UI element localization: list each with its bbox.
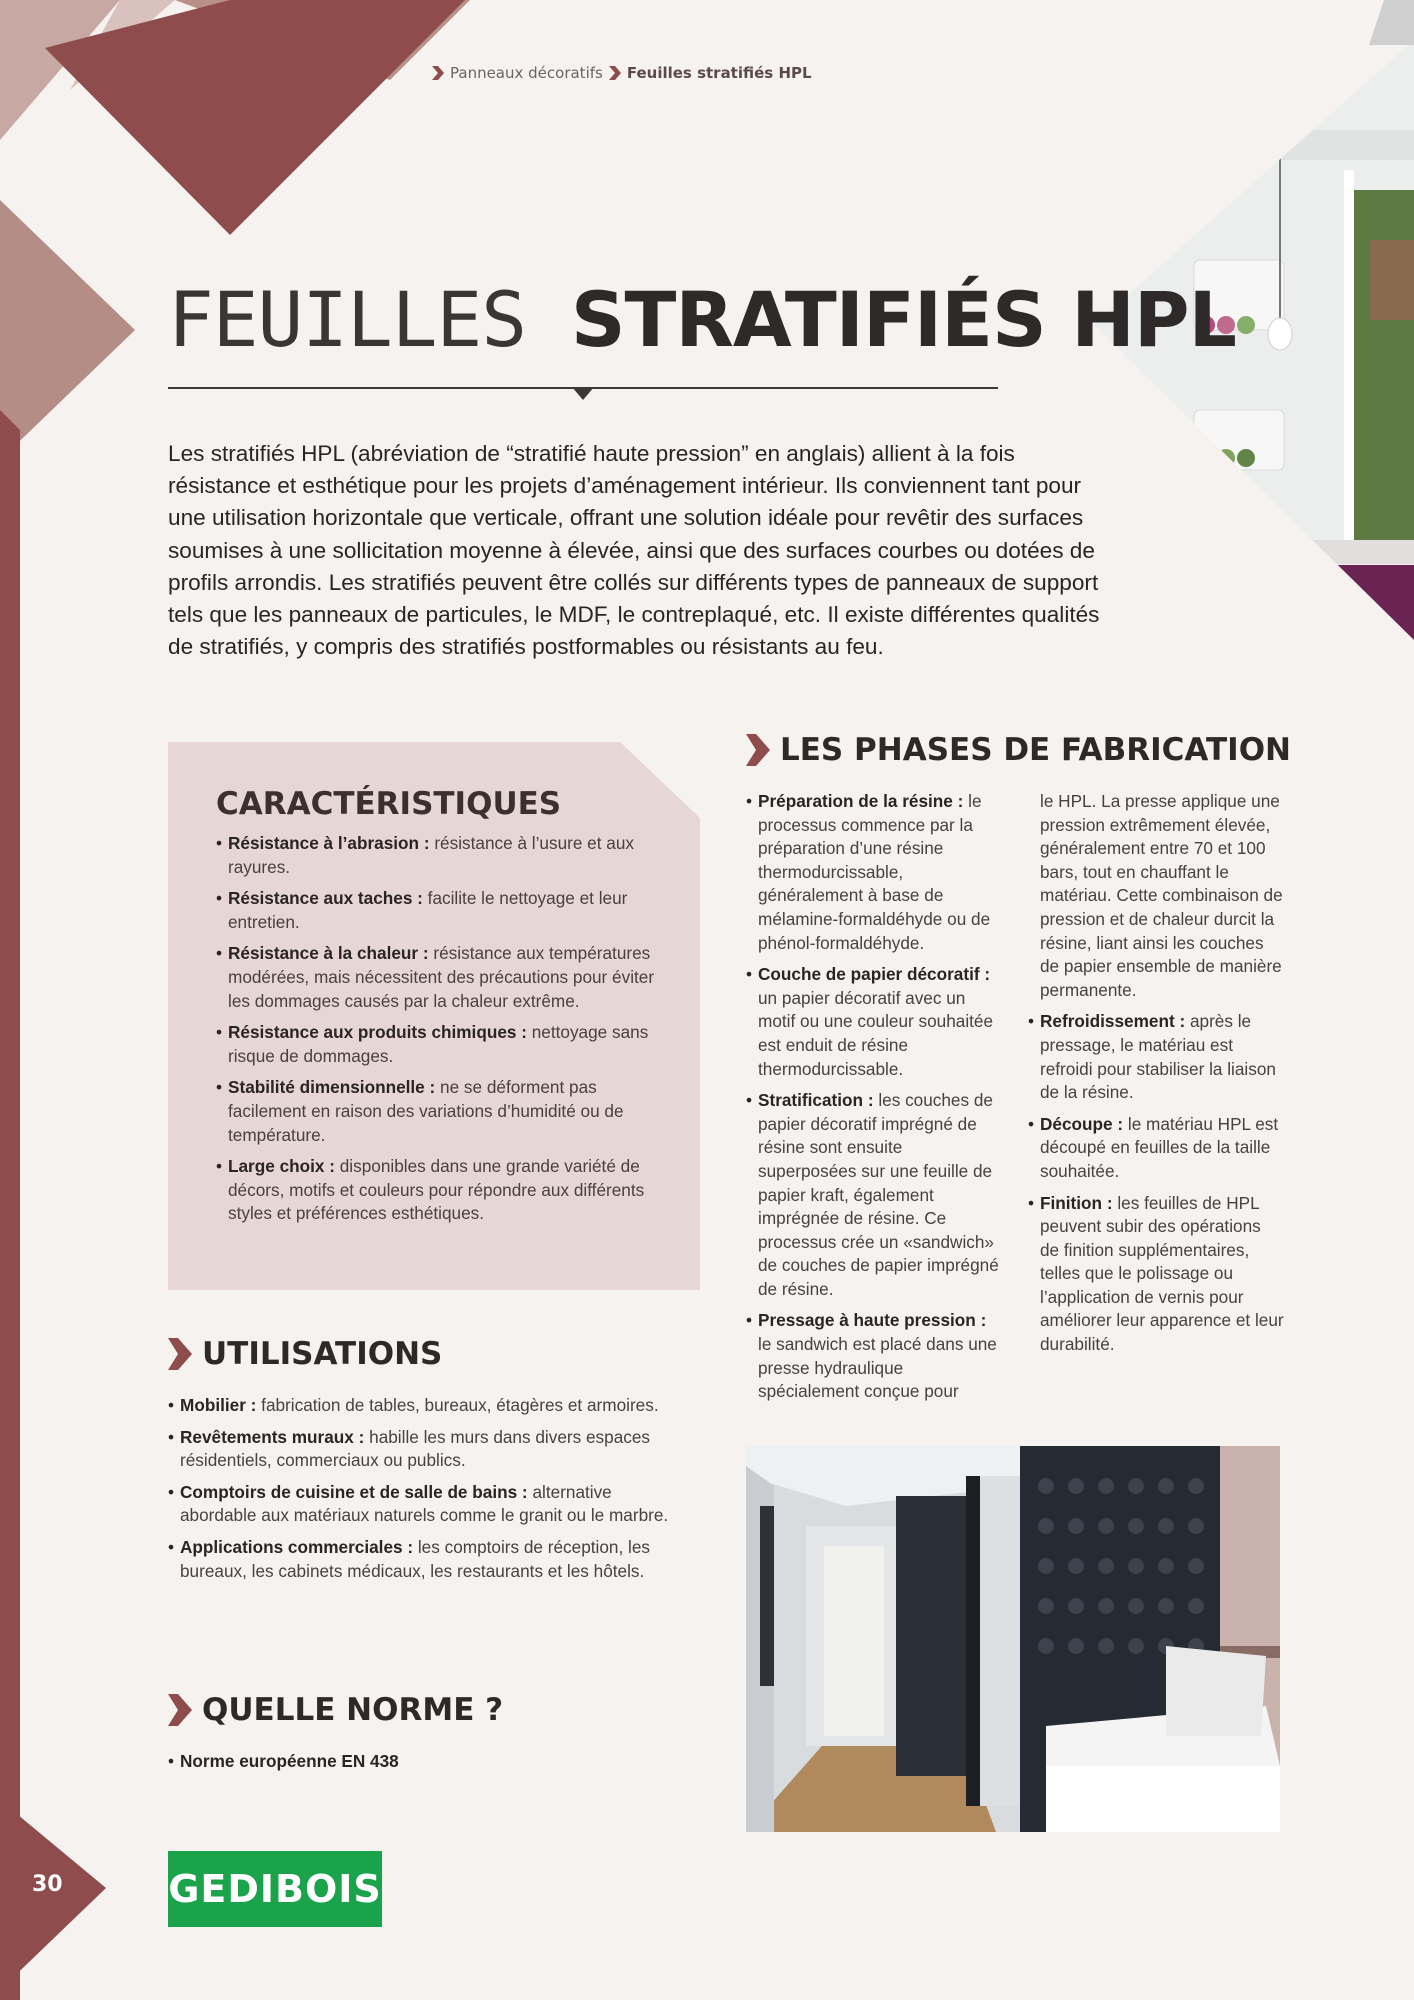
list-item: • Pressage à haute pression : le sandwich est placé dans une presse hydraulique spécialement conçue pour (746, 1309, 1004, 1403)
logo-text: GEDIBOIS (168, 1867, 382, 1911)
phases-heading (746, 732, 1291, 768)
page-title-bold: STRATIFIÉS HPL (570, 275, 1236, 364)
norme-title: QUELLE NORME ? (202, 1692, 504, 1728)
list-item: • Large choix : disponibles dans une grande variété de décors, motifs et couleurs pour répondre aux différents styles et préférences esthétiques. (216, 1155, 656, 1226)
chevron-right-icon (168, 1694, 192, 1726)
page-number: 30 (32, 1872, 63, 1897)
title-divider-notch (572, 387, 594, 400)
chevron-right-icon (432, 66, 444, 80)
chevron-right-icon (746, 734, 770, 766)
phases-title: LES PHASES DE FABRICATION (780, 732, 1291, 768)
list-item: • Stratification : les couches de papier décoratif imprégné de résine sont ensuite superposées sur une feuille de papier kraft, également imprégnée de résine. Ce processus crée un «sandwich» de couches de papier imprégné de résine. (746, 1089, 1004, 1301)
characteristics-list (216, 832, 656, 1234)
phases-list-col1 (746, 790, 1004, 1412)
list-item: • Préparation de la résine : le processus commence par la préparation d’une résine thermodurcissable, généralement à base de mélamine-formaldéhyde ou de phénol-formaldéhyde. (746, 790, 1004, 955)
list-item: • Comptoirs de cuisine et de salle de bains : alternative abordable aux matériaux naturels comme le granit ou le marbre. (168, 1481, 688, 1528)
intro-paragraph: Les stratifiés HPL (abréviation de “stratifié haute pression” en anglais) allient à la fois résistance et esthétique pour les projets d’aménagement intérieur. Ils conviennent tant pour une utilisation horizontale que verticale, offrant une solution idéale pour revêtir des surfaces soumises à une sollicitation moyenne à élevée, ainsi que des surfaces courbes ou dotées de profils arrondis. Les stratifiés peuvent être collés sur différents types de panneaux de support tels que les panneaux de particules, le MDF, le contreplaqué, etc. Il existe différentes qualités de stratifiés, y compris des stratifiés postformables ou résistants au feu. (168, 441, 1100, 660)
page-title (168, 275, 1236, 364)
breadcrumb (432, 64, 812, 82)
phases-list-col2 (1028, 790, 1284, 1365)
page-title-light: FEUILLES (168, 275, 571, 364)
decorative-shape-top-right (1354, 0, 1414, 50)
characteristics-heading: CARACTÉRISTIQUES (216, 786, 562, 822)
list-item-continuation: le HPL. La presse applique une pression extrêmement élevée, généralement entre 70 et 100 bars, tout en chauffant le matériau. Cette combinaison de pression et de chaleur durcit la résine, liant ainsi les couches de papier ensemble de manière permanente. (1040, 791, 1283, 1000)
list-item: • Applications commerciales : les comptoirs de réception, les bureaux, les cabinets médicaux, les restaurants et les hôtels. (168, 1536, 688, 1583)
list-item: • Revêtements muraux : habille les murs dans divers espaces résidentiels, commerciaux ou publics. (168, 1426, 688, 1473)
utilisations-title: UTILISATIONS (202, 1336, 443, 1372)
chevron-right-icon (168, 1338, 192, 1370)
list-item: • Résistance aux taches : facilite le nettoyage et leur entretien. (216, 887, 656, 934)
list-item: • Norme européenne EN 438 (168, 1750, 688, 1774)
list-item: • Stabilité dimensionnelle : ne se déforment pas facilement en raison des variations d’humidité ou de température. (216, 1076, 656, 1147)
breadcrumb-item[interactable]: Panneaux décoratifs (450, 64, 603, 82)
list-item: • Résistance aux produits chimiques : nettoyage sans risque de dommages. (216, 1021, 656, 1068)
list-item: • Refroidissement : après le pressage, le matériau est refroidi pour stabiliser la liaison de la résine. (1028, 1010, 1284, 1104)
breadcrumb-current: Feuilles stratifiés HPL (626, 64, 812, 82)
list-item: • Couche de papier décoratif : un papier décoratif avec un motif ou une couleur souhaitée est enduit de résine thermodurcissable. (746, 963, 1004, 1081)
norme-heading (168, 1692, 503, 1728)
utilisations-list (168, 1394, 688, 1591)
norme-list (168, 1750, 688, 1782)
list-item: • Résistance à l’abrasion : résistance à l’usure et aux rayures. (216, 832, 656, 879)
utilisations-heading (168, 1336, 442, 1372)
chevron-right-icon (609, 66, 621, 80)
list-item: • Finition : les feuilles de HPL peuvent subir des opérations de finition supplémentaires, telles que le polissage ou l’application de vernis pour améliorer leur apparence et leur durabilité. (1028, 1192, 1284, 1357)
gedibois-logo (168, 1851, 382, 1927)
list-item: • Résistance à la chaleur : résistance aux températures modérées, mais nécessitent des précautions pour éviter les dommages causés par la chaleur extrême. (216, 942, 656, 1013)
hallway-photo (746, 1446, 1280, 1832)
list-item: • Découpe : le matériau HPL est découpé en feuilles de la taille souhaitée. (1028, 1113, 1284, 1184)
list-item: • Mobilier : fabrication de tables, bureaux, étagères et armoires. (168, 1394, 688, 1418)
